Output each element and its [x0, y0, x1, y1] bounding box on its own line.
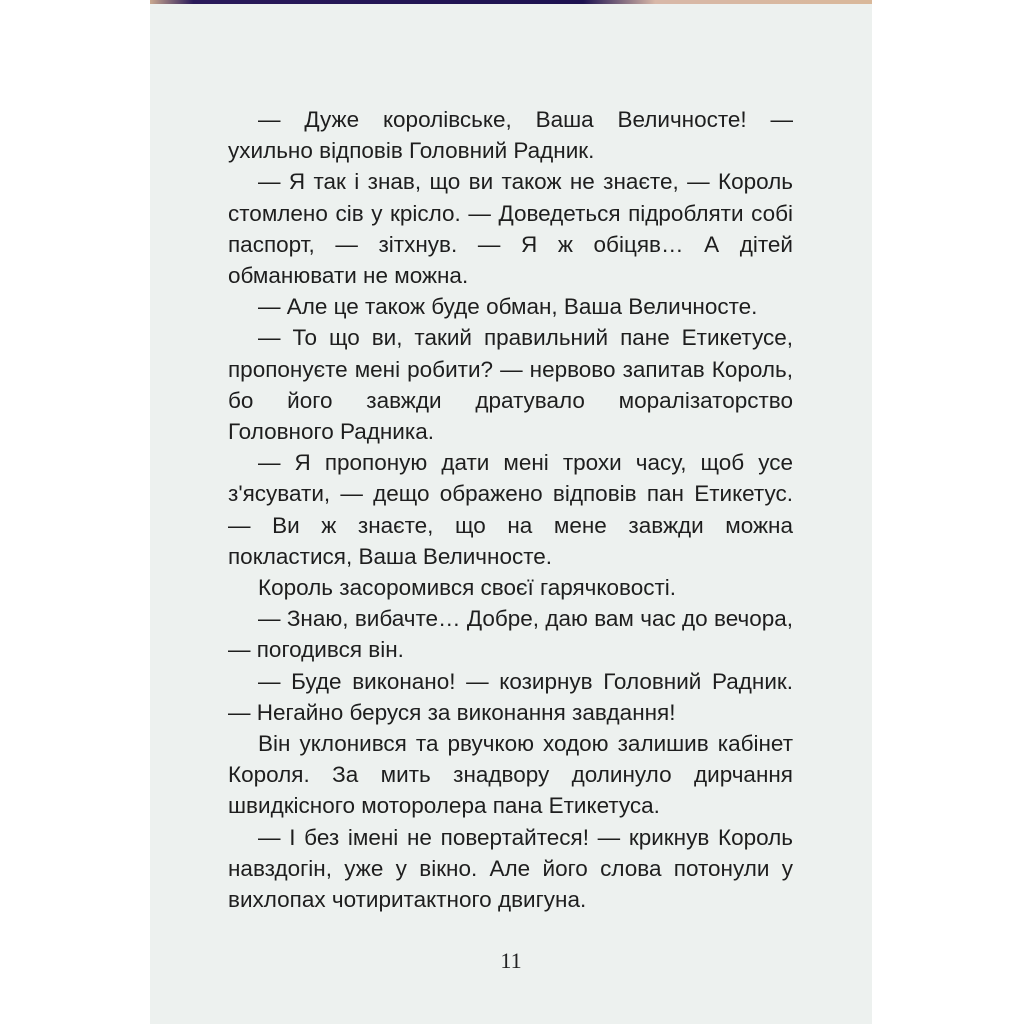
paragraph: Він уклонився та рвучкою ходою залишив кабінет Короля. За мить знадвору долинуло дирчання швидкісного моторолера пана Етикетуса.	[228, 731, 793, 819]
paragraph: — Я пропоную дати мені трохи часу, щоб усе з'ясувати, — дещо ображено відповів пан Етикетус. — Ви ж знаєте, що на мене завжди можна покластися, Ваша Величносте.	[228, 450, 793, 569]
book-cover-edge	[150, 0, 872, 4]
book-page	[150, 0, 872, 1024]
paragraph: — То що ви, такий правильний пане Етикетусе, пропонуєте мені робити? — нервово запитав Король, бо його завжди дратувало моралізаторство Головного Радника.	[228, 325, 793, 445]
paragraph: — Я так і знав, що ви також не знаєте, — Король стомлено сів у крісло. — Доведеться підробляти собі паспорт, — зітхнув. — Я ж обіцяв… А дітей обманювати не можна.	[228, 169, 793, 289]
page-number: 11	[500, 948, 522, 974]
paragraph: — Знаю, вибачте… Добре, даю вам час до вечора, — погодився він.	[228, 606, 793, 663]
paragraph: — Буде виконано! — козирнув Головний Радник. — Негайно беруся за виконання завдання!	[228, 668, 793, 725]
paragraph: Король засоромився своєї гарячковості.	[258, 575, 677, 601]
paragraph: — І без імені не повертайтеся! — крикнув Король навздогін, уже у вікно. Але його слова потонули у вихлопах чотиритактного двигуна.	[228, 824, 793, 913]
page-body-text	[228, 104, 793, 915]
paragraph: — Але це також буде обман, Ваша Величносте.	[258, 294, 758, 320]
paragraph: — Дуже королівське, Ваша Величносте! — ухильно відповів Головний Радник.	[228, 107, 793, 164]
